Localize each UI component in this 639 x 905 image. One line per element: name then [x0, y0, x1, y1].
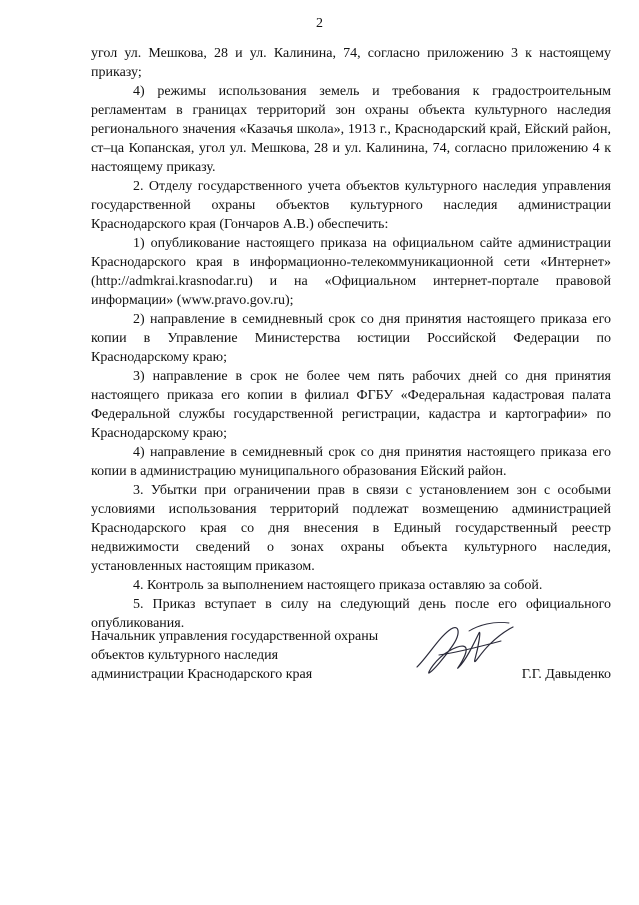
signatory-title-line: Начальник управления государственной охраны [91, 629, 379, 644]
paragraph-subitem-2-ministry: 2) направление в семидневный срок со дня принятия настоящего приказа его копии в Управление Министерства юстиции Российской Федерации по Краснодарскому краю; [91, 312, 611, 365]
paragraph-section-5: 5. Приказ вступает в силу на следующий день после его официального опубликования. [91, 597, 611, 631]
signature-block [91, 627, 611, 687]
page-number: 2 [316, 16, 323, 31]
paragraph-subitem-4-municipality: 4) направление в семидневный срок со дня принятия настоящего приказа его копии в администрацию муниципального образования Ейский район. [91, 445, 611, 479]
document-body [91, 44, 611, 633]
paragraph-section-2: 2. Отделу государственного учета объектов культурного наследия управления государственной охраны объектов культурного наследия администрации Краснодарского края (Гончаров А.В.) обеспечить: [91, 179, 611, 232]
paragraph-section-4: 4. Контроль за выполнением настоящего приказа оставляю за собой. [133, 578, 543, 593]
signatory-title [91, 627, 421, 684]
signatory-title-line: администрации Краснодарского края [91, 667, 313, 682]
signatory-name: Г.Г. Давыденко [521, 667, 611, 682]
paragraph-subitem-1-publication: 1) опубликование настоящего приказа на официальном сайте администрации Краснодарского края в информационно-телекоммуникационной сети «Интернет» (http://admkrai.krasnodar.ru) и на «Официальном интернет-портале правовой информации» (www.pravo.gov.ru); [91, 236, 611, 308]
paragraph-section-3: 3. Убытки при ограничении прав в связи с установлением зон с особыми условиями использования территорий подлежат возмещению администрацией Краснодарского края со дня внесения в Единый государственный реестр недвижимости сведений о зонах охраны объекта культурного наследия, установленных настоящим приказом. [91, 483, 611, 574]
signatory-title-line: объектов культурного наследия [91, 648, 279, 663]
paragraph-subitem-3-cadastre: 3) направление в срок не более чем пять рабочих дней со дня принятия настоящего приказа его копии в филиал ФГБУ «Федеральная кадастровая палата Федеральной службы государственной регистрации, кадастра и картографии» по Краснодарскому краю; [91, 369, 611, 441]
paragraph-item-4-regimes: 4) режимы использования земель и требования к градостроительным регламентам в границах территорий зон охраны объекта культурного наследия регионального значения «Казачья школа», 1913 г., Краснодарский край, Ейский район, ст–ца Копанская, угол ул. Мешкова, 28 и ул. Калинина, 74, согласно приложению 4 к настоящему приказу. [91, 84, 611, 175]
paragraph-continuation: угол ул. Мешкова, 28 и ул. Калинина, 74, согласно приложению 3 к настоящему приказу; [91, 46, 611, 80]
handwritten-signature [409, 615, 519, 683]
